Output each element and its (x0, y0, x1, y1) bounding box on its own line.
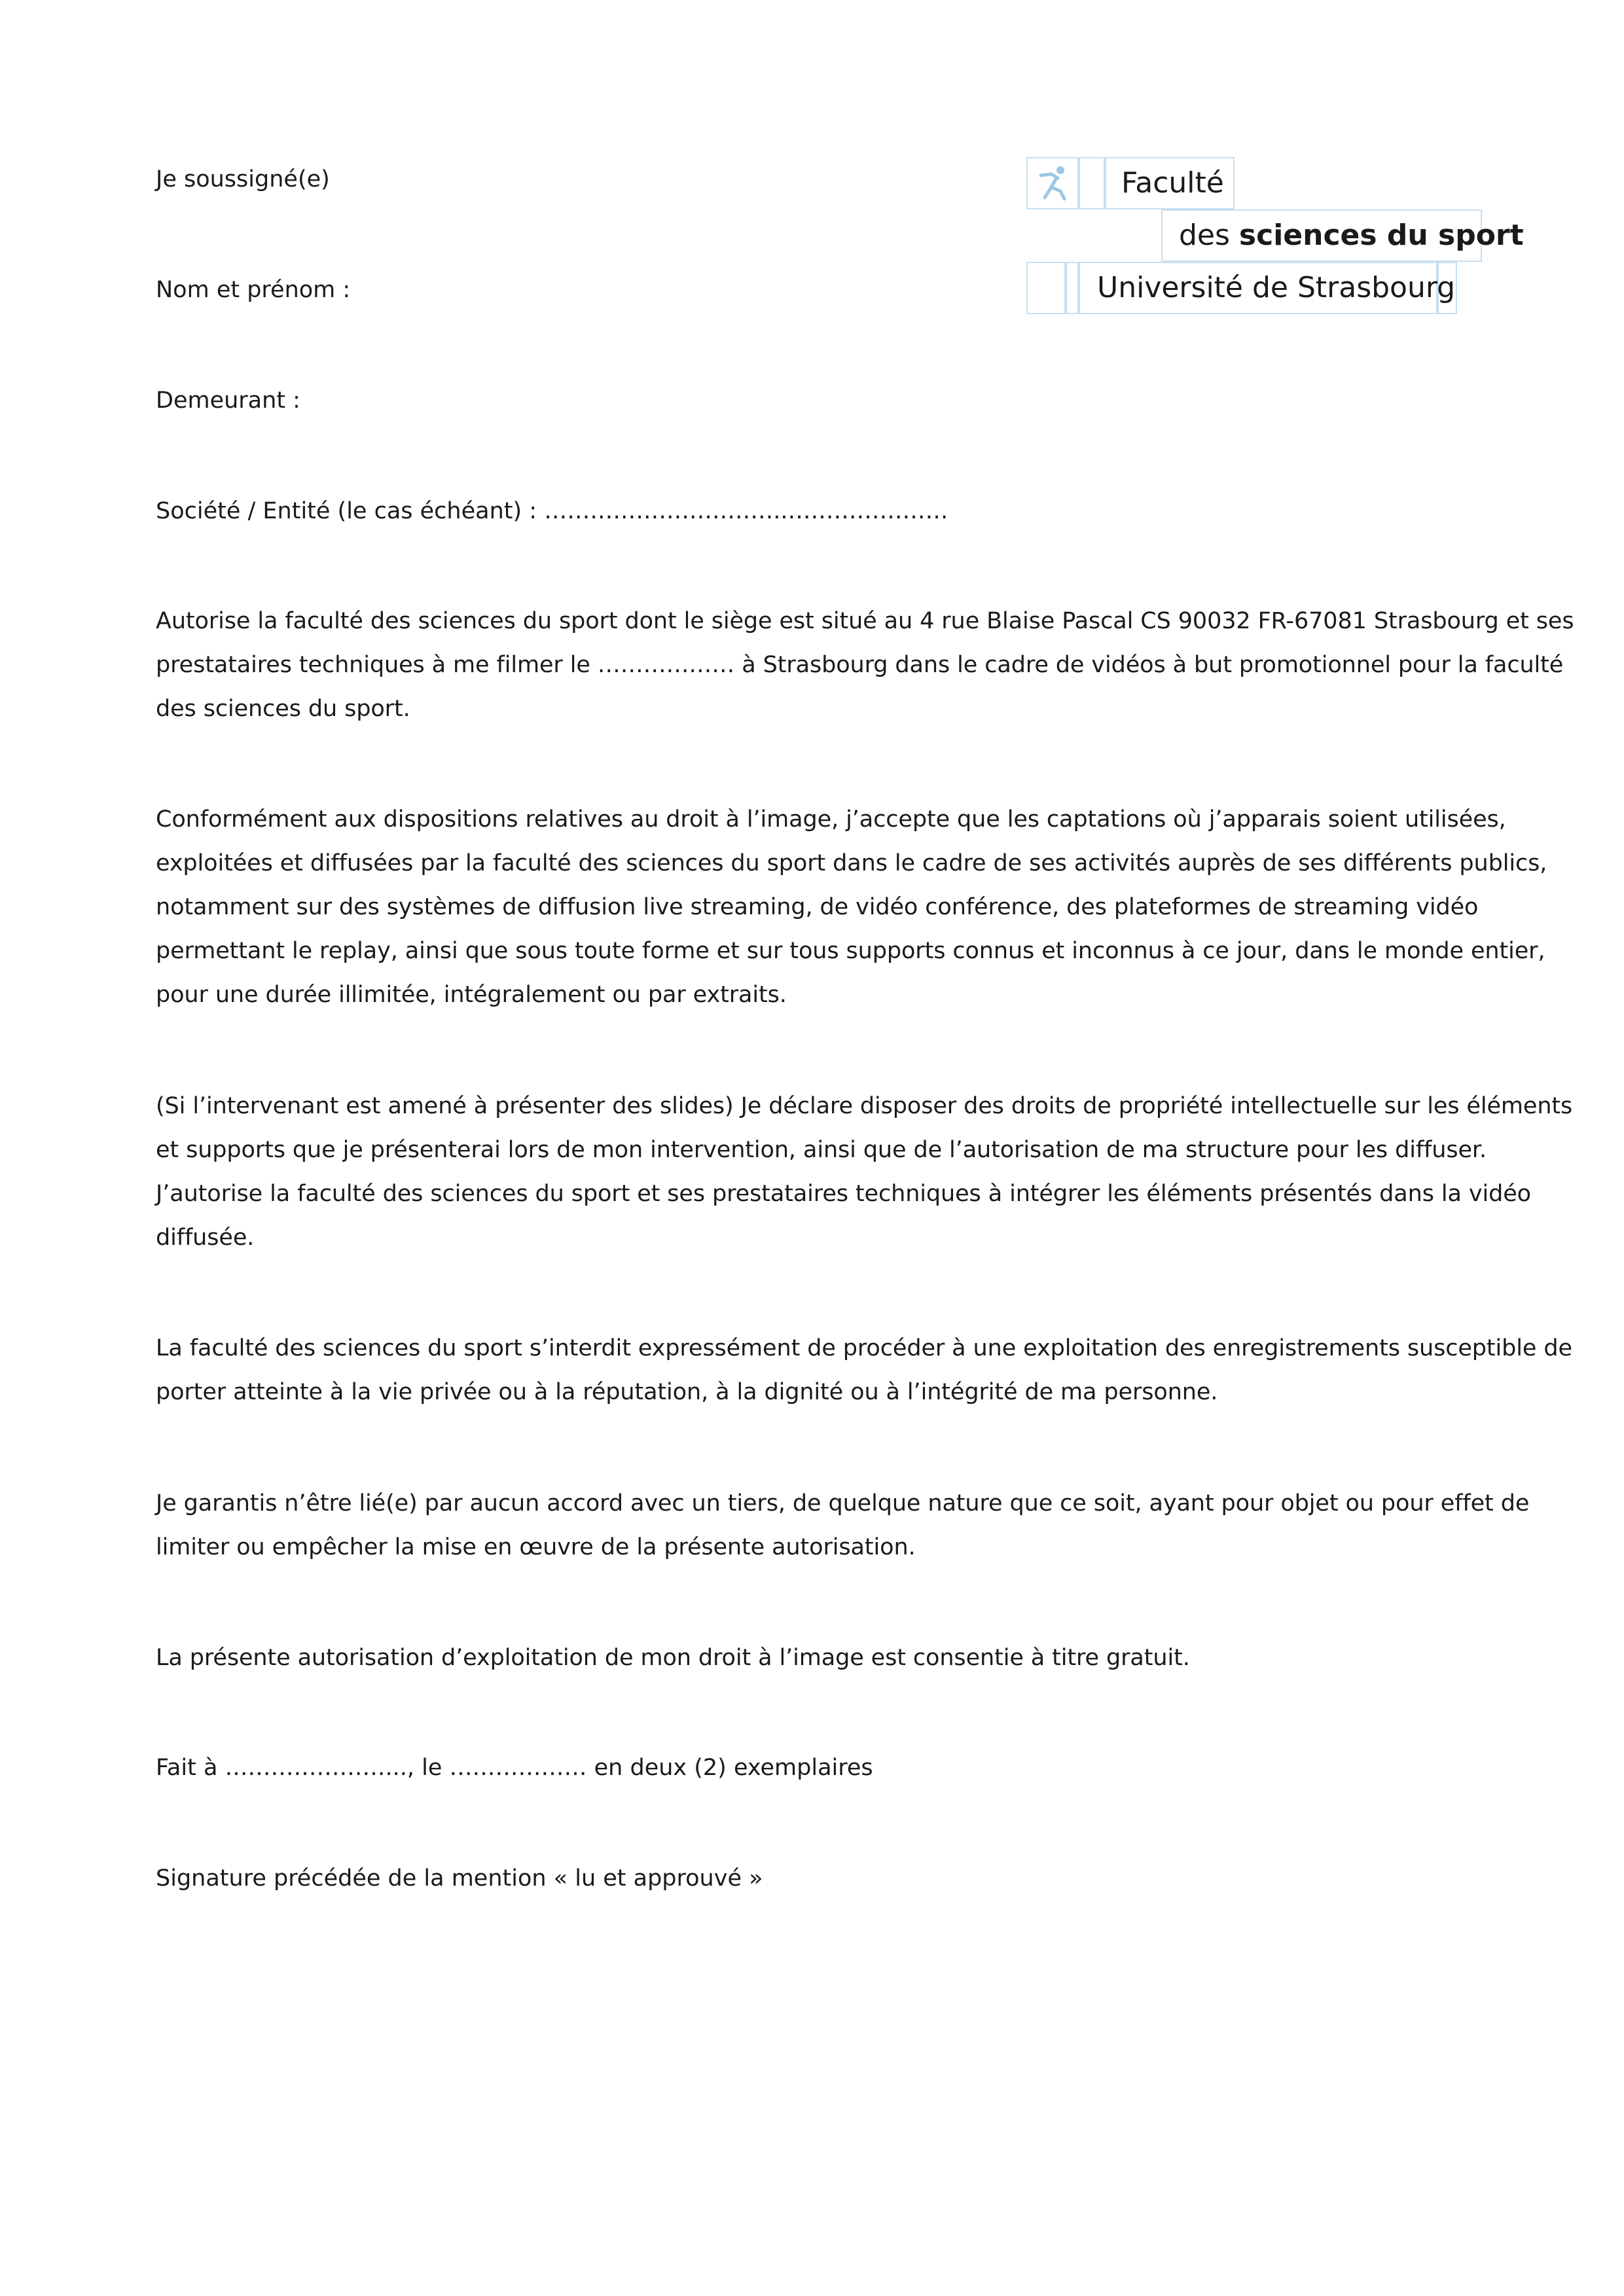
signature-line: Signature précédée de la mention « lu et approuvé » (156, 1865, 763, 1892)
paragraph-garantie (156, 1482, 1530, 1570)
text-line: Conformément aux dispositions relatives au droit à l’image, j’accepte que les captations où j’apparais soient utilisées, (156, 806, 1506, 833)
text-line: (Si l’intervenant est amené à présenter des slides) Je déclare disposer des droits de propriété intellectuelle sur les éléments (156, 1093, 1573, 1119)
text-line: notamment sur des systèmes de diffusion live streaming, de vidéo conférence, des plateformes de streaming vidéo (156, 894, 1479, 920)
logo-left-box-a (1026, 262, 1066, 314)
field-societe: Société / Entité (le cas échéant) : …………………………..………………… (156, 498, 948, 524)
logo-line2-bold: sciences du sport (1238, 219, 1524, 252)
logo-universite-box (1079, 262, 1437, 314)
text-line: limiter ou empêcher la mise en œuvre de la présente autorisation. (156, 1534, 916, 1560)
paragraph-interdiction (156, 1327, 1572, 1414)
text-line: porter atteinte à la vie privée ou à la réputation, à la dignité ou à l’intégrité de ma personne. (156, 1379, 1218, 1405)
text-line: exploitées et diffusées par la faculté des sciences du sport dans le cadre de ses activités auprès de ses différents publics, (156, 850, 1547, 876)
text-line: des sciences du sport. (156, 696, 410, 722)
field-nom-prenom: Nom et prénom : (156, 277, 351, 303)
text-line: La présente autorisation d’exploitation de mon droit à l’image est consentie à titre gratuit. (156, 1645, 1190, 1671)
text-line: diffusée. (156, 1225, 255, 1251)
logo-sciences-box (1161, 209, 1482, 262)
logo-line1: Faculté (1121, 166, 1224, 200)
text-line: pour une durée illimitée, intégralement ou par extraits. (156, 982, 787, 1008)
logo-line2-regular: des (1179, 219, 1239, 252)
text-line: et supports que je présenterai lors de mon intervention, ainsi que de l’autorisation de ma structure pour les diffuser. (156, 1137, 1487, 1163)
logo-line2 (1179, 221, 1524, 250)
paragraph-droit-image (156, 798, 1547, 1017)
text-line: J’autorise la faculté des sciences du sport et ses prestataires techniques à intégrer les éléments présentés dans la vidéo (156, 1181, 1531, 1207)
text-line: Je garantis n’être lié(e) par aucun accord avec un tiers, de quelque nature que ce soit, ayant pour objet ou pour effet de (156, 1490, 1530, 1516)
paragraph-slides (156, 1085, 1573, 1260)
field-soussigne: Je soussigné(e) (156, 166, 330, 192)
paragraph-autorisation (156, 600, 1574, 731)
field-demeurant: Demeurant : (156, 387, 300, 414)
logo-spacer-box (1079, 157, 1105, 209)
logo-left-box-b (1066, 262, 1079, 314)
runner-figure-icon (1032, 162, 1074, 204)
logo-faculte-box (1105, 157, 1235, 209)
text-line: permettant le replay, ainsi que sous toute forme et sur tous supports connus et inconnus à ce jour, dans le monde entier, (156, 938, 1545, 964)
text-line: Autorise la faculté des sciences du sport dont le siège est situé au 4 rue Blaise Pascal CS 90032 FR-67081 Strasbourg et ses (156, 608, 1574, 634)
paragraph-gratuit (156, 1636, 1485, 1680)
fait-a-line: Fait à …………………..., le ……………… en deux (2) exemplaires (156, 1755, 873, 1781)
logo-mark-box (1026, 157, 1079, 209)
text-line: prestataires techniques à me filmer le ……………… à Strasbourg dans le cadre de vidéos à but promotionnel pour la faculté (156, 652, 1564, 678)
text-line: La faculté des sciences du sport s’interdit expressément de procéder à une exploitation des enregistrements susceptible de (156, 1335, 1572, 1361)
logo-line3: Université de Strasbourg (1097, 271, 1456, 304)
logo-right-box (1437, 262, 1457, 314)
